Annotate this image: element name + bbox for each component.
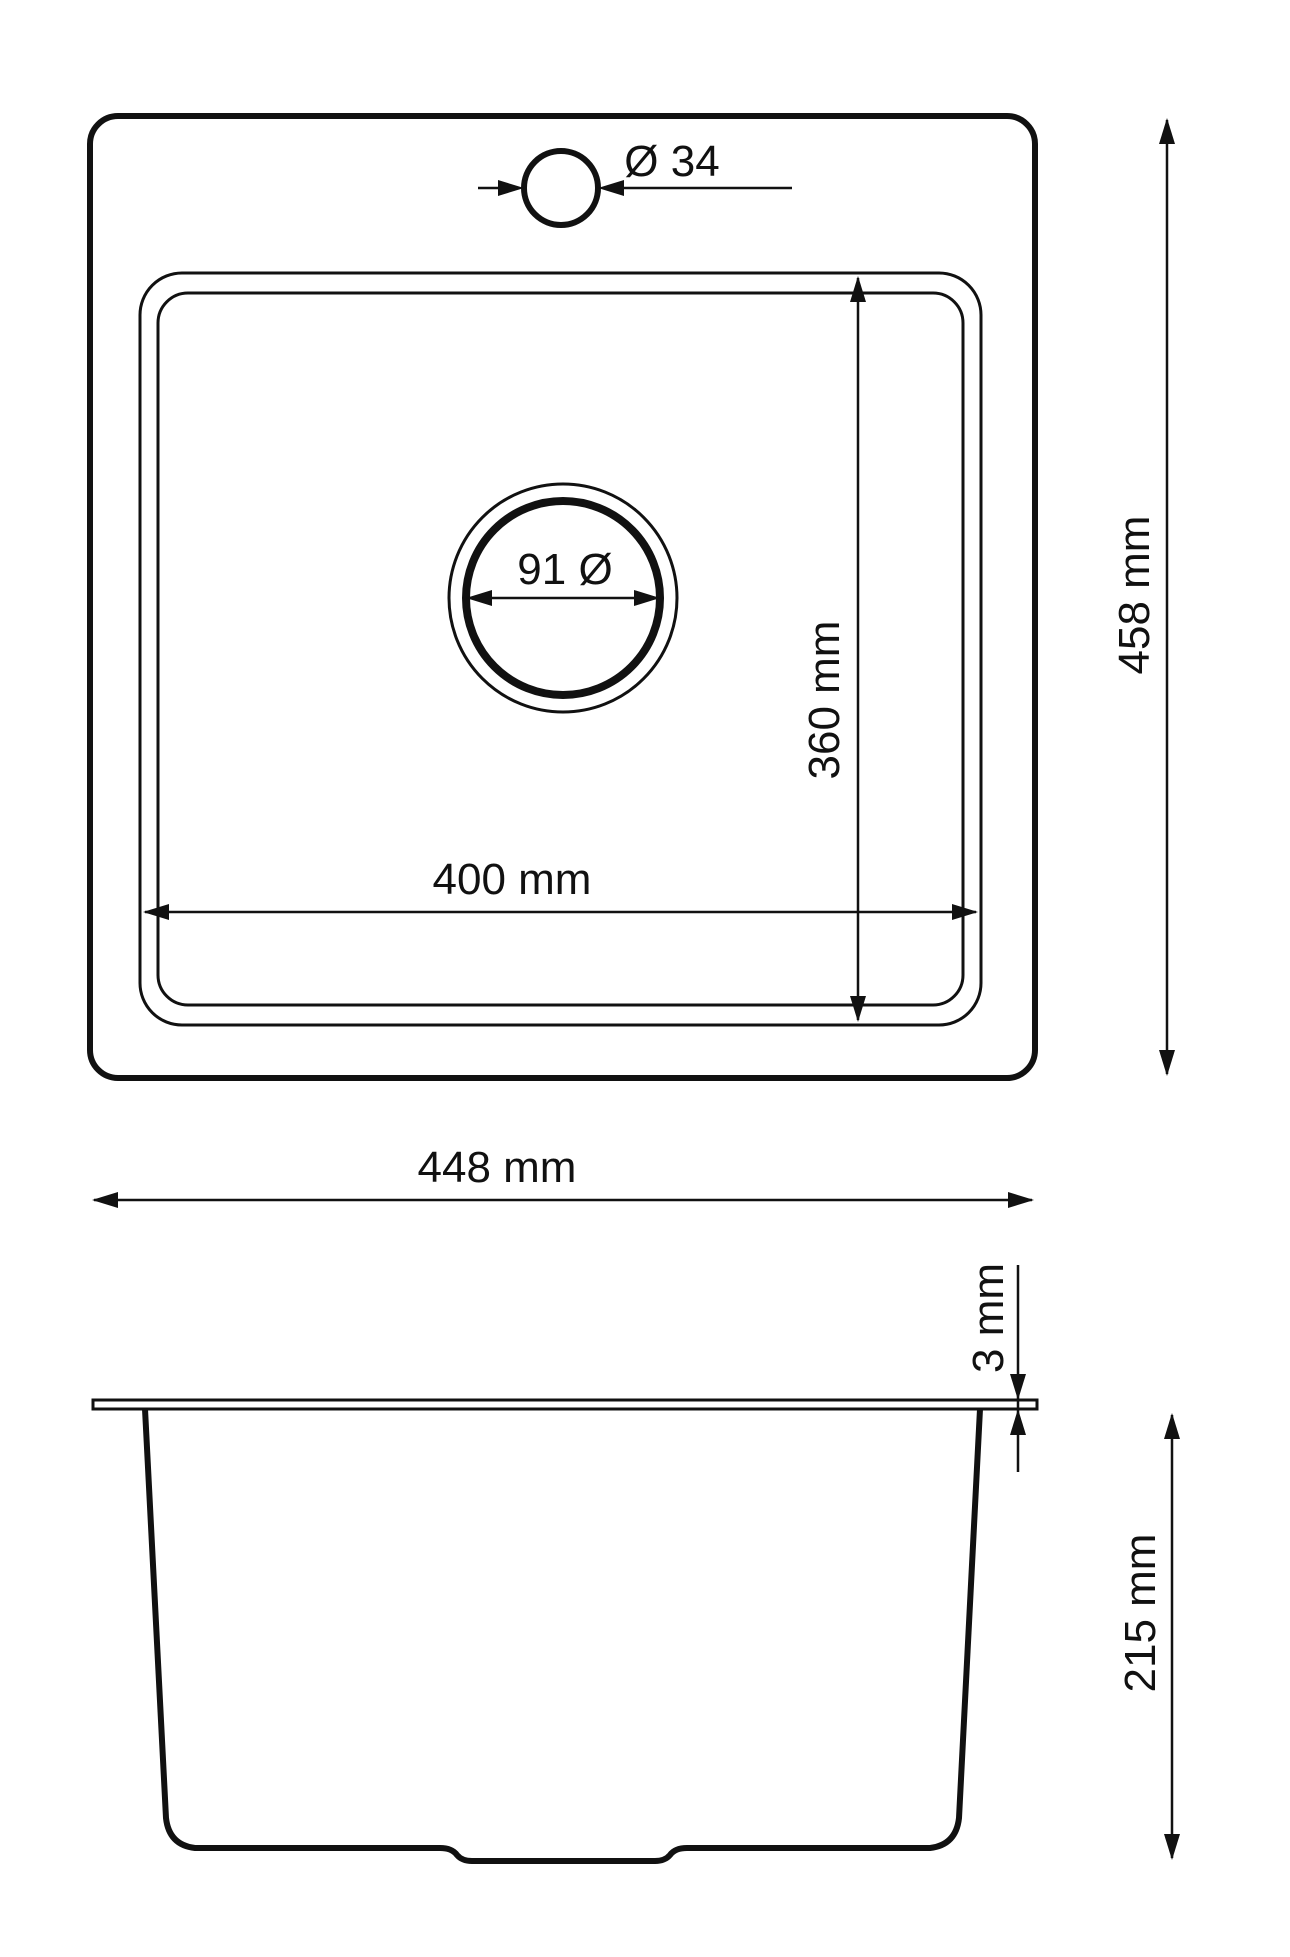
dim-basin-depth: [800, 276, 866, 1022]
dim-drain-diameter: [466, 545, 660, 606]
basin-width-label: 400 mm: [432, 855, 592, 904]
rim-plate: [93, 1400, 1037, 1409]
dim-rim-thickness: [964, 1263, 1026, 1472]
bowl-height-label: 215 mm: [1116, 1533, 1165, 1693]
dim-basin-width: [143, 855, 978, 920]
dim-bowl-height: [1116, 1413, 1180, 1860]
faucet-diameter-label: Ø 34: [624, 137, 720, 186]
top-view: [90, 116, 1175, 1208]
faucet-hole: [524, 151, 598, 225]
overall-width-label: 448 mm: [417, 1143, 577, 1192]
overall-depth-label: 458 mm: [1110, 515, 1159, 675]
rim-thickness-label: 3 mm: [964, 1263, 1013, 1373]
dim-overall-width: [92, 1143, 1034, 1208]
bowl-profile: [145, 1409, 980, 1861]
dim-overall-depth: [1110, 118, 1175, 1076]
side-view: [93, 1263, 1180, 1861]
drain-diameter-label: 91 Ø: [517, 545, 613, 594]
basin-depth-label: 360 mm: [800, 620, 849, 780]
